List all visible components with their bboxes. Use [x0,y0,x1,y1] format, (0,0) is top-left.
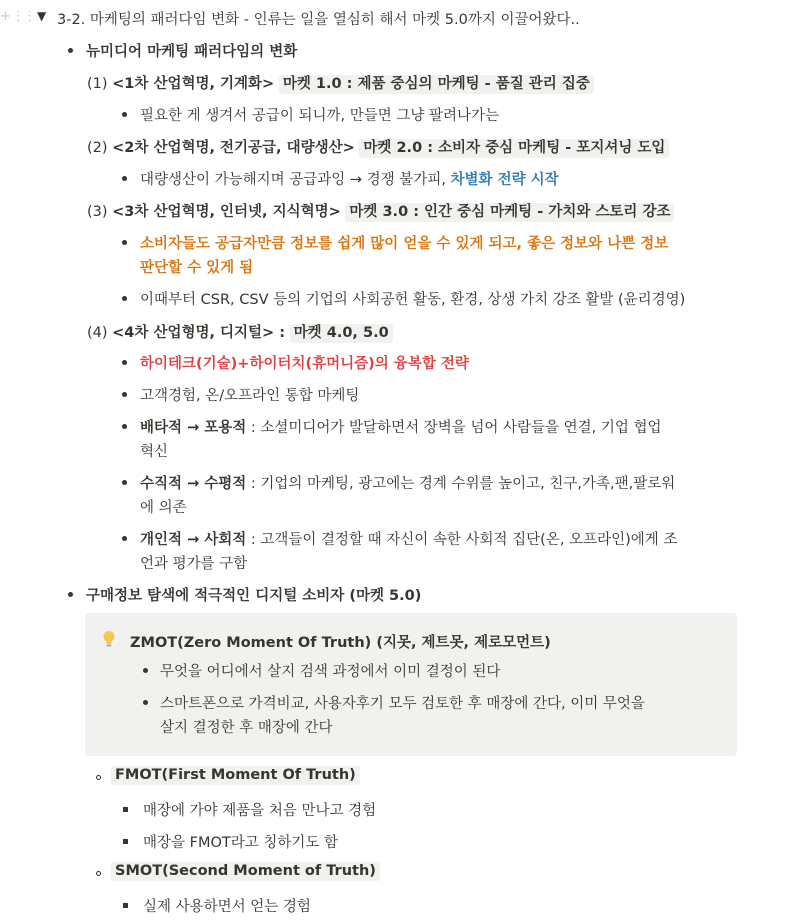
bullet-dot [143,668,148,673]
callout-item-text-cont: 살지 결정한 후 매장에 간다 [160,720,333,736]
item-number: (4) [87,325,108,341]
pair-text: : 소셜미디어가 발달하면서 장벽을 넘어 사람들을 연결, 기업 협업 [246,420,662,436]
sub-item-text [140,168,559,189]
numbered-item-3 [87,200,674,221]
bullet-dot [68,592,73,597]
toggle-title: 3-2. 마케팅의 패러다임 변화 - 인류는 일을 열심히 해서 마켓 5.0까지 이끌어왔다.. [57,12,580,28]
bullet-dot [122,536,127,541]
sub-item-pair-line2: 에 의존 [140,500,187,516]
sub-item-orange-line2: 판단할 수 있게 됨 [140,260,254,276]
bullet-dot [122,424,127,429]
item-tag-highlight: 마켓 3.0 : 인간 중심 마케팅 - 가치와 스토리 강조 [345,203,674,222]
callout-item-text: 무엇을 어디에서 살지 검색 과정에서 이미 결정이 된다 [160,664,501,680]
item-number: (3) [87,204,108,220]
bullet-dot [68,48,73,53]
item-label: <1차 산업혁명, 기계화> [112,76,275,92]
callout-title: ZMOT(Zero Moment Of Truth) (지못, 제트못, 제로모먼트) [130,635,551,651]
lightbulb-icon [102,630,116,652]
pair-bold: 수직적 → 수평적 [140,476,247,492]
pair-bold: 배타적 → 포용적 [140,420,247,436]
sub-item-text: 이때부터 CSR, CSV 등의 기업의 사회공헌 활동, 환경, 상생 가치 강조 활발 (윤리경영) [140,292,686,308]
bullet-circle [96,775,101,780]
numbered-item-2 [87,136,669,157]
item-tag-highlight: 마켓 4.0, 5.0 [290,324,393,343]
pair-bold: 개인적 → 사회적 [140,532,247,548]
sub-item-pair-line1 [140,528,677,549]
bullet-square [123,839,128,844]
fmot-title: FMOT(First Moment Of Truth) [111,766,360,785]
sub-item-pair-line1 [140,472,675,493]
sub-item-plain: 대량생산이 가능해지며 공급과잉 → 경쟁 불가피, [140,172,451,188]
pair-text: : 고객들이 결정할 때 자신이 속한 사회적 집단(온, 오프라인)에게 조 [246,532,678,548]
numbered-item-1 [87,72,594,93]
sub-item-pair-line1 [140,416,661,437]
toggle-arrow-icon[interactable]: ▼ [37,9,47,23]
pair-text: : 기업의 마케팅, 광고에는 경계 수위를 높이고, 친구,가족,팬,팔로워 [246,476,676,492]
item-tag-highlight: 마켓 1.0 : 제품 중심의 마케팅 - 품질 관리 집중 [279,75,594,94]
bullet-circle [96,871,101,876]
sub-item-blue: 차별화 전략 시작 [450,172,559,188]
bullet-square [123,903,128,908]
item-tag-highlight: 마켓 2.0 : 소비자 중심 마케팅 - 포지셔닝 도입 [359,139,669,158]
bullet-dot [143,700,148,705]
sub-item-pair-line2: 언과 평가를 구함 [140,556,248,572]
section-title-new-media: 뉴미디어 마케팅 패러다임의 변화 [86,44,298,60]
bullet-dot [122,480,127,485]
item-number: (2) [87,140,108,156]
section-title-digital-consumer: 구매정보 탐색에 적극적인 디지털 소비자 (마켓 5.0) [86,588,422,604]
bullet-dot [122,296,127,301]
item-label: <2차 산업혁명, 전기공급, 대량생산> [112,140,355,156]
bullet-square [123,807,128,812]
bullet-dot [122,176,127,181]
sub-item-text: 고객경험, 온/오프라인 통합 마케팅 [140,388,360,404]
smot-title: SMOT(Second Moment of Truth) [111,862,380,881]
block-plus-handle[interactable]: + [0,9,11,24]
numbered-item-4 [87,321,393,342]
item-label: <4차 산업형명, 디지털> : [112,325,286,341]
fmot-item: 매장에 가야 제품을 처음 만나고 경험 [143,803,377,819]
smot-item: 실제 사용하면서 얻는 경험 [143,899,311,915]
sub-item-pair-line2: 혁신 [140,444,169,460]
bullet-dot [122,392,127,397]
item-number: (1) [87,76,108,92]
sub-item-text: 필요한 게 생겨서 공급이 되니까, 만들면 그냥 팔려나가는 [140,108,500,124]
bullet-dot [122,360,127,365]
item-label: <3차 산업혁명, 인터넷, 지식혁명> [112,204,341,220]
callout-item-text: 스마트폰으로 가격비교, 사용자후기 모두 검토한 후 매장에 간다, 이미 무엇을 [160,696,645,712]
bullet-dot [122,112,127,117]
drag-handle-icon[interactable]: ⋮⋮ [12,9,34,24]
sub-item-orange-line1: 소비자들도 공급자만큼 정보를 쉽게 많이 얻을 수 있게 되고, 좋은 정보와 나쁜 정보 [140,236,669,252]
fmot-item: 매장을 FMOT라고 칭하기도 함 [143,835,339,851]
bullet-dot [122,240,127,245]
sub-item-red: 하이테크(기술)+하이터치(휴머니즘)의 융복합 전략 [140,356,469,372]
